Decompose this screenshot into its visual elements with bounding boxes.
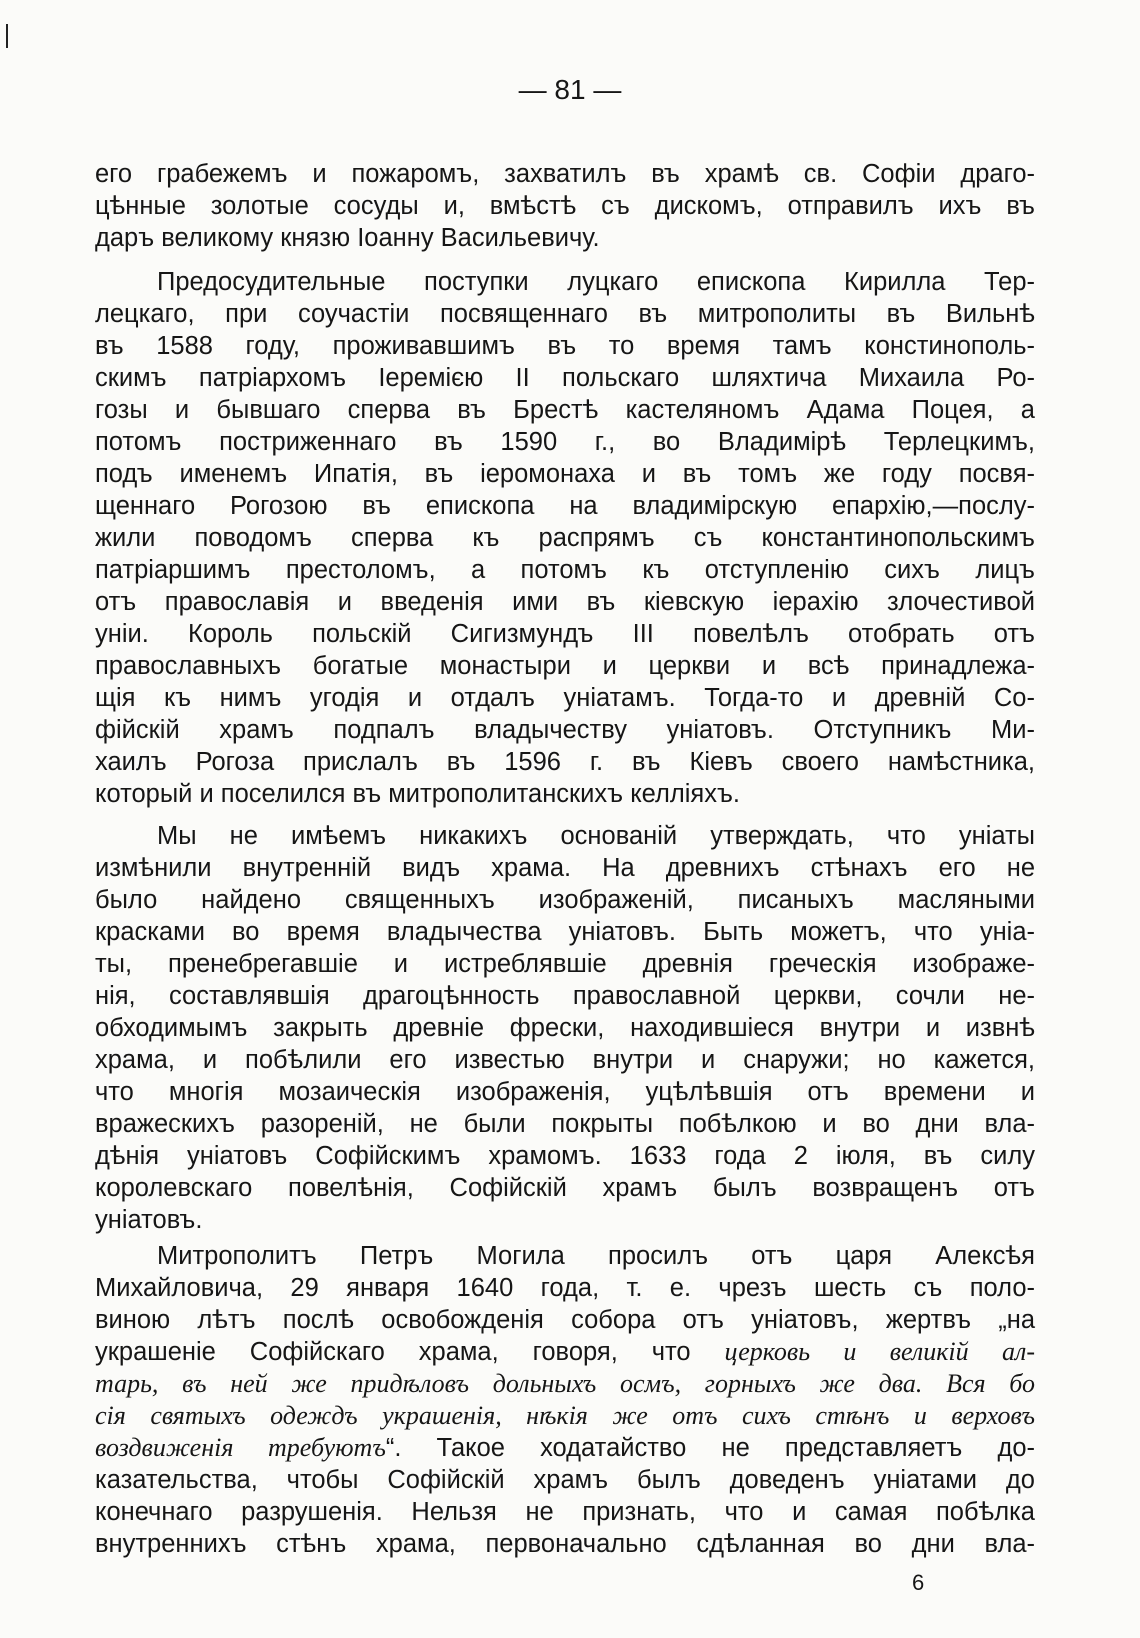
- text-line: дѣнія уніатовъ Софійскимъ храмомъ. 1633 года 2 іюля, въ силу: [95, 1142, 1035, 1170]
- text-line: патріаршимъ престоломъ, а потомъ къ отступленію сихъ лицъ: [95, 556, 1035, 584]
- scan-edge-mark: [6, 24, 8, 48]
- text-line: отъ православія и введенія ими въ кіевскую іерахію злочестивой: [95, 588, 1035, 616]
- text-line: его грабежемъ и пожаромъ, захватилъ въ храмѣ св. Софіи драго-: [95, 160, 1035, 188]
- text-line: обходимымъ закрыть древніе фрески, находившіеся внутри и извнѣ: [95, 1014, 1035, 1042]
- paragraph-2: [95, 266, 1035, 810]
- text-line: который и поселился въ митрополитанскихъ келліяхъ.: [95, 780, 740, 808]
- text-line: ты, пренебрегавшіе и истреблявшіе древнія греческія изображе-: [95, 950, 1035, 978]
- text-line: хаилъ Рогоза прислалъ въ 1596 г. въ Кіевъ своего намѣстника,: [95, 748, 1035, 776]
- text-line: православныхъ богатые монастыри и церкви и всѣ принадлежа-: [95, 652, 1035, 680]
- paragraph-1: [95, 158, 1035, 254]
- text-line: казательства, чтобы Софійскій храмъ былъ доведенъ уніатами до: [95, 1466, 1035, 1494]
- text-line: Митрополитъ Петръ Могила просилъ отъ царя Алексѣя: [157, 1242, 1035, 1270]
- text-line: скимъ патріархомъ Іеремією II польскаго шляхтича Михаила Ро-: [95, 364, 1035, 392]
- text-line: уніатовъ.: [95, 1206, 203, 1234]
- text-line: фійскій храмъ подпалъ владычеству уніатовъ. Отступникъ Ми-: [95, 716, 1035, 744]
- text-line: въ 1588 году, проживавшимъ въ то время тамъ констинополь-: [95, 332, 1035, 360]
- text-line: лецкаго, при соучастіи посвященнаго въ митрополиты въ Вильнѣ: [95, 300, 1035, 328]
- text-line: красками во время владычества уніатовъ. Быть можетъ, что уніа-: [95, 918, 1035, 946]
- text-line: Михайловича, 29 января 1640 года, т. е. чрезъ шесть съ поло-: [95, 1274, 1035, 1302]
- quote-fragment: воздвиженія требуютъ: [95, 1433, 386, 1462]
- text-line: даръ великому князю Іоанну Васильевичу.: [95, 224, 600, 252]
- text-line: щеннаго Рогозою въ епископа на владимірскую епархію,—послу-: [95, 492, 1035, 520]
- signature-mark: 6: [912, 1570, 925, 1595]
- text-line: измѣнили внутренній видъ храма. На древнихъ стѣнахъ его не: [95, 854, 1035, 882]
- text-line: внутреннихъ стѣнъ храма, первоначально сдѣланная во дни вла-: [95, 1530, 1035, 1558]
- text-line-with-quote: [95, 1336, 1035, 1368]
- text-line: гозы и бывшаго сперва въ Брестѣ кастеляномъ Адама Поцея, а: [95, 396, 1035, 424]
- text-line: было найдено священныхъ изображеній, писаныхъ масляными: [95, 886, 1035, 914]
- text-line: потомъ постриженнаго въ 1590 г., во Владимірѣ Терлецкимъ,: [95, 428, 1035, 456]
- quote-fragment: церковь и великій ал-: [724, 1337, 1035, 1366]
- text-line: виною лѣтъ послѣ освобожденія собора отъ уніатовъ, жертвъ „на: [95, 1306, 1035, 1334]
- text-line: нія, составлявшія драгоцѣнность православной церкви, сочли не-: [95, 982, 1035, 1010]
- text-line: щія къ нимъ угодія и отдалъ уніатамъ. Тогда-то и древній Со-: [95, 684, 1035, 712]
- paragraph-3: [95, 820, 1035, 1236]
- text-line: королевскаго повелѣнія, Софійскій храмъ былъ возвращенъ отъ: [95, 1174, 1035, 1202]
- page-number: — 81 —: [518, 74, 622, 105]
- text-line: жили поводомъ сперва къ распрямъ съ константинопольскимъ: [95, 524, 1035, 552]
- text-line: что многія мозаическія изображенія, уцѣлѣвшія отъ времени и: [95, 1078, 1035, 1106]
- paragraph-4: [95, 1240, 1035, 1560]
- quote-line: сія святыхъ одеждъ украшенія, нѣкія же отъ сихъ стѣнъ и верховъ: [95, 1401, 1035, 1430]
- text-line: вражескихъ разореній, не были покрыты побѣлкою и во дни вла-: [95, 1110, 1035, 1138]
- text-line: Мы не имѣемъ никакихъ основаній утверждать, что уніаты: [157, 822, 1035, 850]
- text-line: Предосудительные поступки луцкаго епископа Кирилла Тер-: [157, 268, 1035, 296]
- text-line: подъ именемъ Ипатія, въ іеромонаха и въ томъ же году посвя-: [95, 460, 1035, 488]
- text-line: храма, и побѣлили его известью внутри и снаружи; но кажется,: [95, 1046, 1035, 1074]
- text-line: уніи. Король польскій Сигизмундъ III повелѣлъ отобрать отъ: [95, 620, 1035, 648]
- text-line-with-quote: [95, 1432, 1035, 1464]
- text-fragment: “. Такое ходатайство не представляетъ до-: [385, 1434, 1035, 1462]
- text-line: цѣнные золотые сосуды и, вмѣстѣ съ дискомъ, отправилъ ихъ въ: [95, 192, 1035, 220]
- text-fragment: украшеніе Софійскаго храма, говоря, что: [95, 1338, 691, 1366]
- text-line: конечнаго разрушенія. Нельзя не признать, что и самая побѣлка: [95, 1498, 1035, 1526]
- quote-line: тарь, въ ней же придѣловъ дольныхъ осмъ, горныхъ же два. Вся бо: [95, 1369, 1035, 1398]
